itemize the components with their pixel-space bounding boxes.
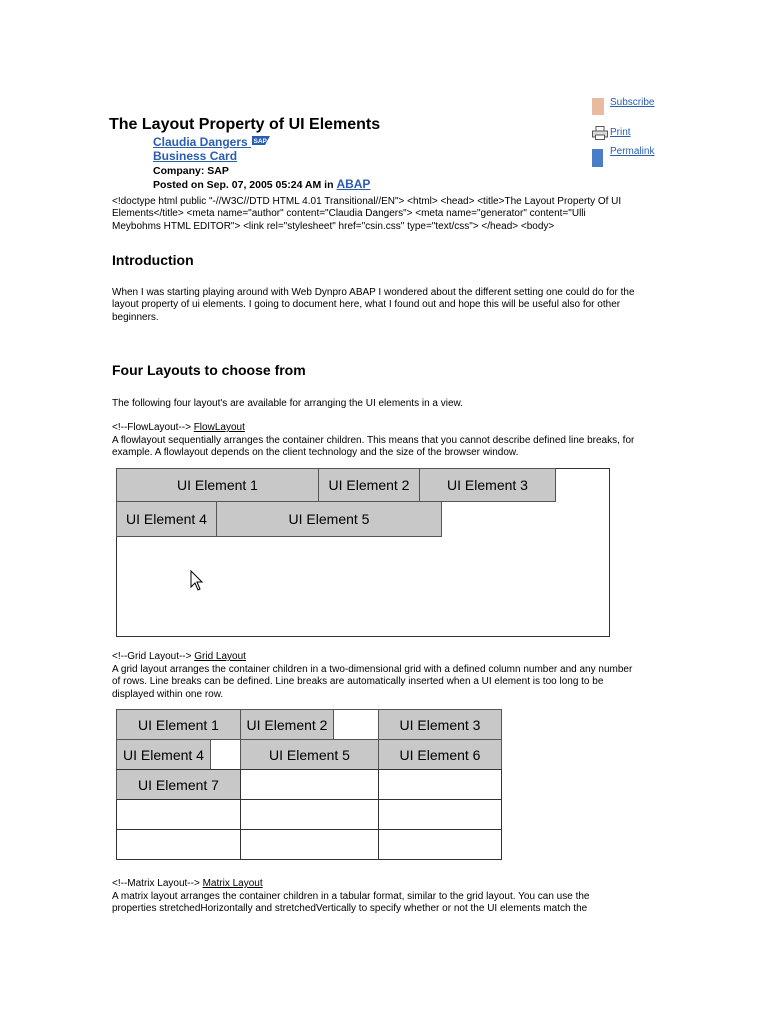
grid-layout-link[interactable]: Grid Layout (194, 651, 246, 662)
matrix-text: A matrix layout arranges the container children in a tabular format, similar to the grid layout. You can use the properties stretchedHorizontally and stretchedVertically to specify whether or not the UI elements match the (112, 891, 590, 915)
grid-empty-cell (210, 739, 241, 770)
category-link[interactable]: ABAP (336, 177, 371, 191)
four-layouts-intro: The following four layout's are available for arranging the UI elements in a view. (112, 398, 463, 409)
four-layouts-heading: Four Layouts to choose from (112, 362, 306, 378)
flow-comment-line (112, 422, 642, 434)
grid-ui-element-3: UI Element 3 (378, 709, 502, 740)
grid-comment-line (112, 651, 642, 663)
grid-ui-element-6: UI Element 6 (378, 739, 502, 770)
grid-ui-element-5: UI Element 5 (240, 739, 379, 770)
print-icon (592, 126, 608, 145)
flow-ui-element-4: UI Element 4 (116, 501, 217, 537)
posted-line (153, 177, 370, 191)
permalink-link[interactable]: Permalink (610, 146, 655, 157)
sap-logo-icon (252, 134, 270, 148)
grid-ui-element-1: UI Element 1 (116, 709, 241, 740)
business-card-link[interactable]: Business Card (153, 149, 238, 163)
matrix-comment: <!--Matrix Layout--> (112, 878, 203, 889)
flow-ui-element-1: UI Element 1 (116, 468, 319, 502)
grid-comment: <!--Grid Layout--> (112, 651, 195, 662)
grid-ui-element-4: UI Element 4 (116, 739, 211, 770)
intro-heading: Introduction (112, 252, 194, 268)
flow-ui-element-3: UI Element 3 (419, 468, 556, 502)
matrix-layout-link[interactable]: Matrix Layout (202, 878, 263, 889)
print-link[interactable]: Print (610, 127, 631, 138)
svg-text:SAP: SAP (253, 138, 267, 145)
page-title: The Layout Property of UI Elements (109, 116, 381, 133)
subscribe-link[interactable]: Subscribe (610, 97, 655, 108)
mouse-cursor-icon (190, 570, 204, 592)
permalink-icon (592, 149, 603, 167)
author-link[interactable] (153, 134, 270, 149)
doctype-text: <!doctype html public "-//W3C//DTD HTML 4.01 Transitional//EN"> <html> <head> <title>The Layout Property Of UI Elements</title> <meta name="author" content="Claudia Dangers"> <meta name="generator" content="Ulli Meybohms HTML EDITOR"> <link rel="stylesheet" href="csin.css" type="text/css"> </head> <body> (112, 196, 622, 232)
flow-ui-element-2: UI Element 2 (318, 468, 420, 502)
grid-divider (116, 799, 502, 800)
flow-layout-link[interactable]: FlowLayout (193, 422, 245, 433)
subscribe-icon (592, 98, 604, 115)
grid-divider (116, 769, 502, 770)
grid-text: A grid layout arranges the container children in a two-dimensional grid with a defined column number and any number of rows. Line breaks can be defined. Line breaks are automatically inserted when a UI element is too long to be displayed within one row. (112, 664, 633, 700)
flow-text: A flowlayout sequentially arranges the container children. This means that you cannot describe defined line breaks, for example. A flowlayout depends on the client technology and the size of the browser window. (112, 435, 635, 459)
author-name[interactable]: Claudia Dangers (153, 135, 248, 149)
matrix-comment-line (112, 878, 642, 890)
grid-empty-cell (333, 709, 379, 740)
grid-divider (116, 829, 502, 830)
intro-text: When I was starting playing around with Web Dynpro ABAP I wondered about the different setting one could do for the layout property of ui elements. I going to document here, what I found out and hope this will be useful also for other beginners. (112, 287, 635, 323)
grid-divider (378, 769, 379, 860)
grid-divider (240, 769, 241, 860)
flow-comment: <!--FlowLayout--> (112, 422, 194, 433)
grid-ui-element-7: UI Element 7 (116, 769, 241, 800)
company-line: Company: SAP (153, 165, 229, 177)
flow-ui-element-5: UI Element 5 (216, 501, 442, 537)
posted-text: Posted on Sep. 07, 2005 05:24 AM in (153, 179, 334, 191)
grid-ui-element-2: UI Element 2 (240, 709, 334, 740)
